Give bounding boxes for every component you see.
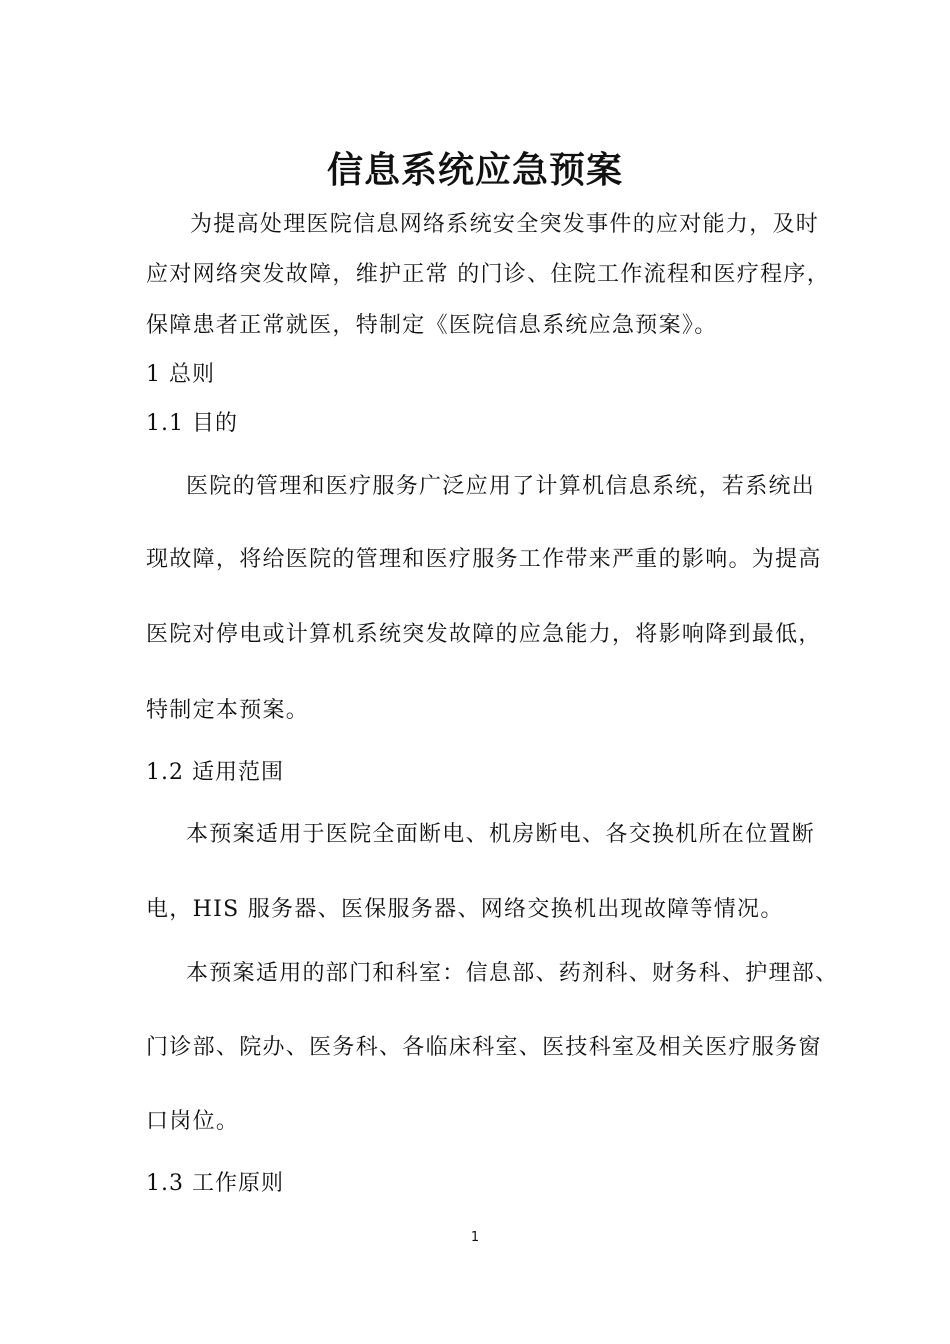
document-title: 信息系统应急预案 <box>326 150 623 191</box>
purpose-line-1: 医院的管理和医疗服务广泛应用了计算机信息系统，若系统出 <box>186 474 816 499</box>
scope-p2-line-2: 门诊部、院办、医务科、各临床科室、医技科室及相关医疗服务窗 <box>146 1035 822 1060</box>
intro-line-2: 应对网络突发故障，维护正常 的门诊、住院工作流程和医疗程序， <box>146 262 830 287</box>
page-number: 1 <box>470 1230 480 1245</box>
section-heading-scope: 1.2 适用范围 <box>146 760 284 785</box>
section-heading-purpose: 1.1 目的 <box>146 411 238 436</box>
scope-p1-line-2: 电，HIS 服务器、医保服务器、网络交换机出现故障等情况。 <box>146 897 784 922</box>
scope-p2-line-1: 本预案适用的部门和科室：信息部、药剂科、财务科、护理部、 <box>186 961 839 986</box>
intro-line-1: 为提高处理医院信息网络系统安全突发事件的应对能力，及时 <box>190 212 820 237</box>
intro-line-3: 保障患者正常就医，特制定《医院信息系统应急预案》。 <box>146 313 718 338</box>
purpose-line-3: 医院对停电或计算机系统突发故障的应急能力，将影响降到最低， <box>146 622 822 647</box>
section-heading-general: 1 总则 <box>146 362 215 387</box>
section-heading-principles: 1.3 工作原则 <box>146 1171 284 1196</box>
scope-p2-line-3: 口岗位。 <box>146 1109 240 1134</box>
scope-p1-line-1: 本预案适用于医院全面断电、机房断电、各交换机所在位置断 <box>186 822 816 847</box>
purpose-line-2: 现故障，将给医院的管理和医疗服务工作带来严重的影响。为提高 <box>146 547 822 572</box>
purpose-line-4: 特制定本预案。 <box>146 698 310 723</box>
